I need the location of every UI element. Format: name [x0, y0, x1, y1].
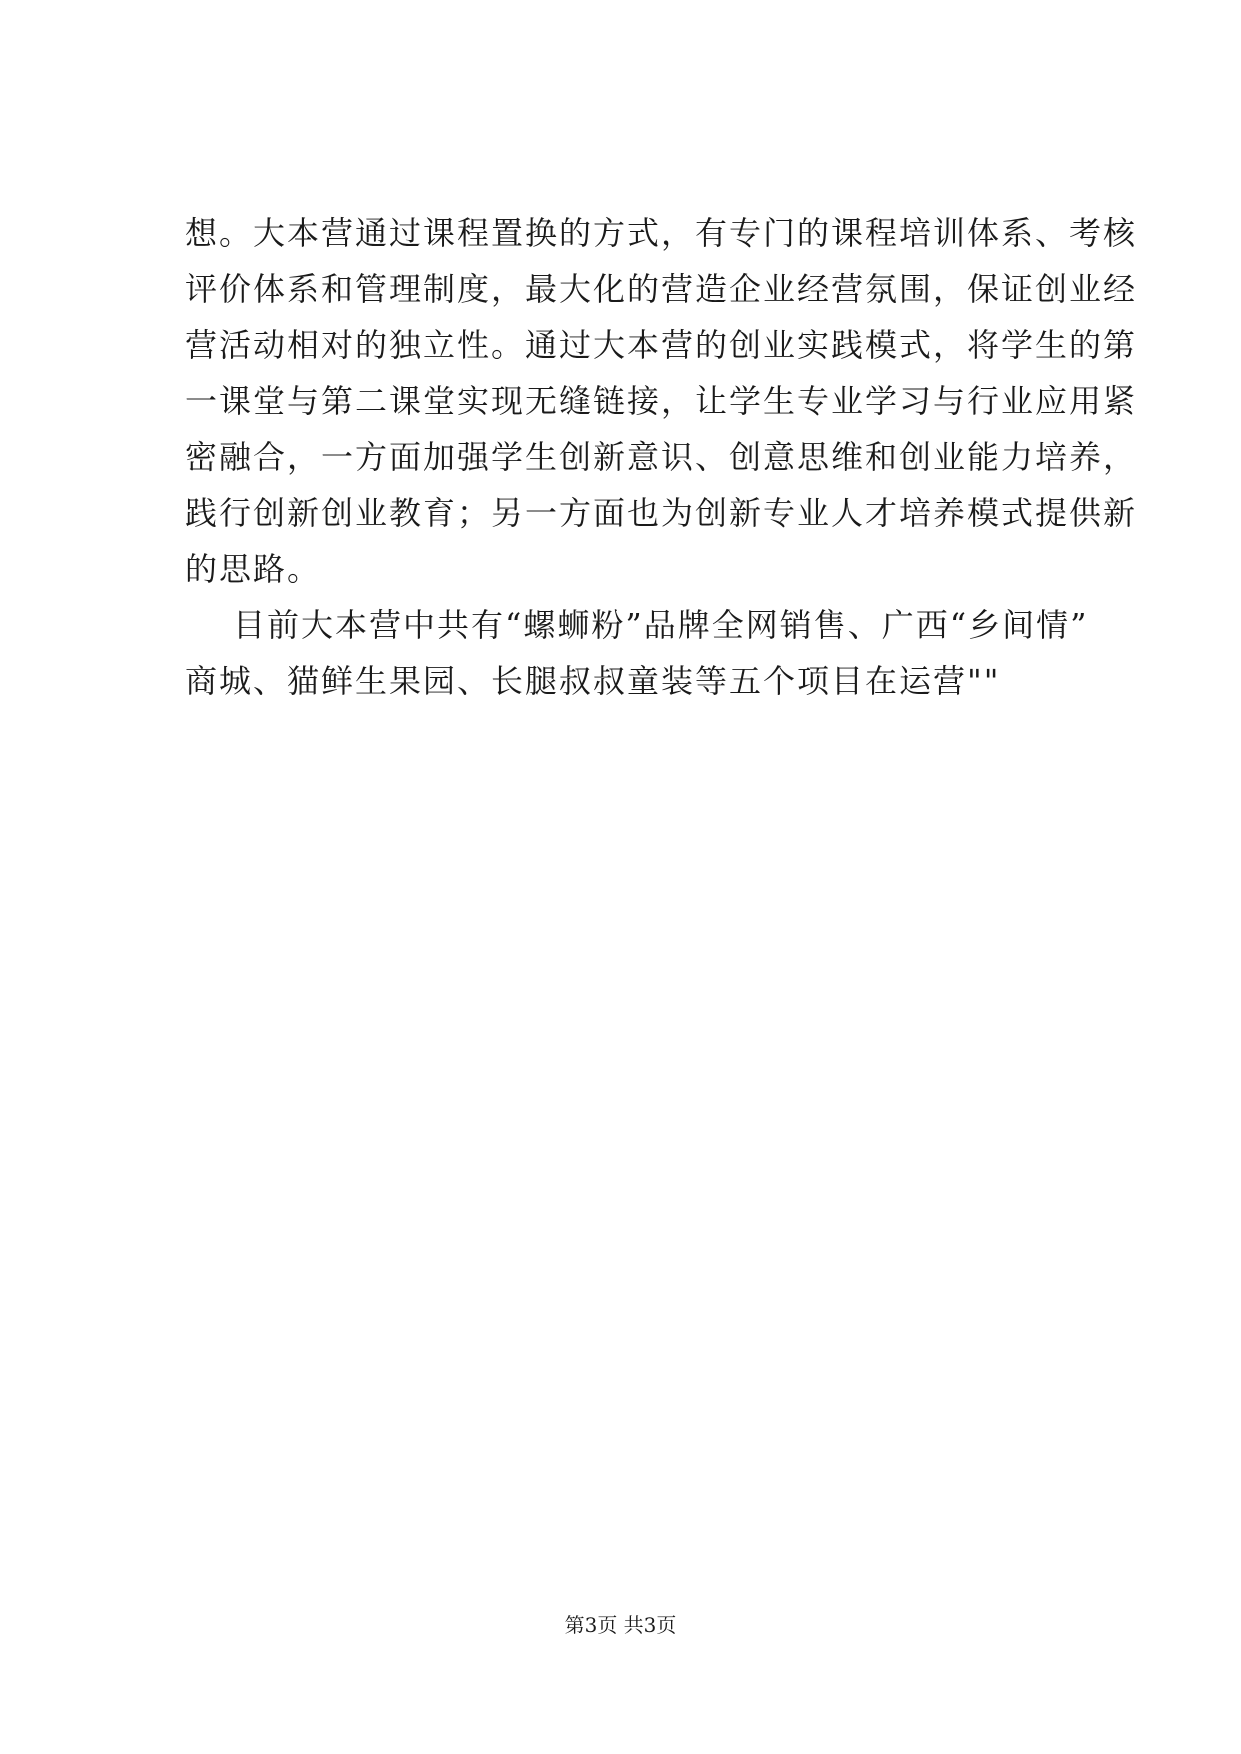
paragraph-1-line: 一课堂与第二课堂实现无缝链接，让学生专业学习与行业应用紧 — [185, 382, 1138, 420]
document-body — [185, 205, 1138, 709]
paragraph-2-line: 商城、猫鲜生果园、长腿叔叔童装等五个项目在运营"" — [185, 662, 1001, 700]
page-footer — [0, 1613, 1241, 1637]
page-number-label: 第3页 共3页 — [564, 1613, 677, 1637]
paragraph-2-line: 目前大本营中共有“螺蛳粉”品牌全网销售、广西“乡间情” — [233, 606, 1089, 644]
paragraph-1-line: 密融合，一方面加强学生创新意识、创意思维和创业能力培养， — [185, 438, 1138, 476]
paragraph-2 — [185, 597, 1089, 709]
paragraph-1-line: 想。大本营通过课程置换的方式，有专门的课程培训体系、考核 — [185, 214, 1138, 252]
paragraph-1-line: 践行创新创业教育；另一方面也为创新专业人才培养模式提供新 — [185, 494, 1138, 532]
paragraph-1-line: 营活动相对的独立性。通过大本营的创业实践模式，将学生的第 — [185, 326, 1138, 364]
paragraph-1-line: 评价体系和管理制度，最大化的营造企业经营氛围，保证创业经 — [185, 270, 1138, 308]
paragraph-1 — [185, 205, 1138, 597]
paragraph-1-line: 的思路。 — [185, 550, 322, 588]
